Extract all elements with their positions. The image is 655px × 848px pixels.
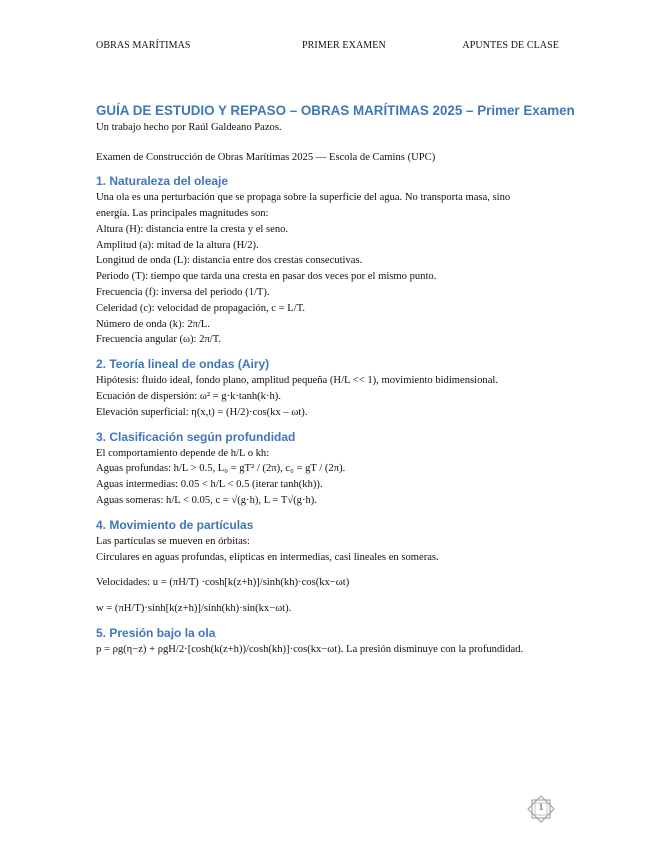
text-line: Circulares en aguas profundas, elípticas en intermedias, casi lineales en someras. [96,551,439,563]
text-line: El comportamiento depende de h/L o kh: [96,447,270,459]
section-heading: 5. Presión bajo la ola [96,625,216,640]
text-line: Aguas profundas: h/L > 0.5, L₀ = gT² / (2π), c₀ = gT / (2π). [96,463,346,475]
document-title: GUÍA DE ESTUDIO Y REPASO – OBRAS MARÍTIMAS 2025 – Primer Examen [96,103,575,118]
formula-line: p = ρg(η−z) + ρgH/2·[cosh(k(z+h))/cosh(kh)]·cos(kx−ωt). La presión disminuye con la profundidad. [96,643,524,655]
paragraph: Una ola es una perturbación que se propaga sobre la superficie del agua. No transporta masa, sino energía. Las principales magnitudes son: [96,192,511,219]
text-line: Número de onda (k): 2π/L. [96,318,210,330]
section-2 [96,356,536,420]
section-3 [96,429,536,509]
text-line: Las partículas se mueven en órbitas: [96,535,250,547]
text-line: Elevación superficial: η(x,t) = (H/2)·cos(kx – ωt). [96,406,308,418]
page-header [96,40,559,54]
text-line: Frecuencia (f): inversa del periodo (1/T). [96,286,270,298]
formula-line: Velocidades: u = (πH/T) ·cosh[k(z+h)]/sinh(kh)·cos(kx−ωt) [96,577,350,589]
text-line: Periodo (T): tiempo que tarda una cresta en pasar dos veces por el mismo punto. [96,271,437,283]
text-line: Aguas intermedias: 0.05 < h/L < 0.5 (iterar tanh(kh)). [96,479,323,491]
section-heading: 3. Clasificación según profundidad [96,429,296,444]
text-line: Amplitud (a): mitad de la altura (H/2). [96,239,259,251]
page-number-badge [527,795,555,823]
header-left: OBRAS MARÍTIMAS [96,40,191,51]
section-heading: 1. Naturaleza del oleaje [96,174,229,189]
text-line: Altura (H): distancia entre la cresta y el seno. [96,223,289,235]
section-heading: 2. Teoría lineal de ondas (Airy) [96,357,270,372]
section-heading: 4. Movimiento de partículas [96,517,254,532]
text-line: Celeridad (c): velocidad de propagación, c = L/T. [96,302,306,314]
author-line: Un trabajo hecho por Raúl Galdeano Pazos. [96,122,282,133]
header-center: PRIMER EXAMEN [302,40,386,51]
section-1 [96,173,536,348]
text-line: Longitud de onda (L): distancia entre dos crestas consecutivas. [96,255,363,267]
text-line: Aguas someras: h/L < 0.05, c = √(g·h), L = T√(g·h). [96,494,317,506]
section-5 [96,625,536,658]
header-right: APUNTES DE CLASE [462,40,559,51]
text-line: Ecuación de dispersión: ω² = g·k·tanh(k·h). [96,390,281,402]
formula-line: w = (πH/T)·sinh[k(z+h)]/sinh(kh)·sin(kx−ωt). [96,603,292,615]
page-number: 1 [538,802,544,812]
text-line: Frecuencia angular (ω): 2π/T. [96,334,222,346]
text-line: Hipótesis: fluido ideal, fondo plano, amplitud pequeña (H/L << 1), movimiento bidimensional. [96,375,498,387]
exam-line: Examen de Construcción de Obras Marítimas 2025 — Escola de Camins (UPC) [96,151,436,163]
section-4 [96,517,536,617]
document-body [96,102,575,658]
